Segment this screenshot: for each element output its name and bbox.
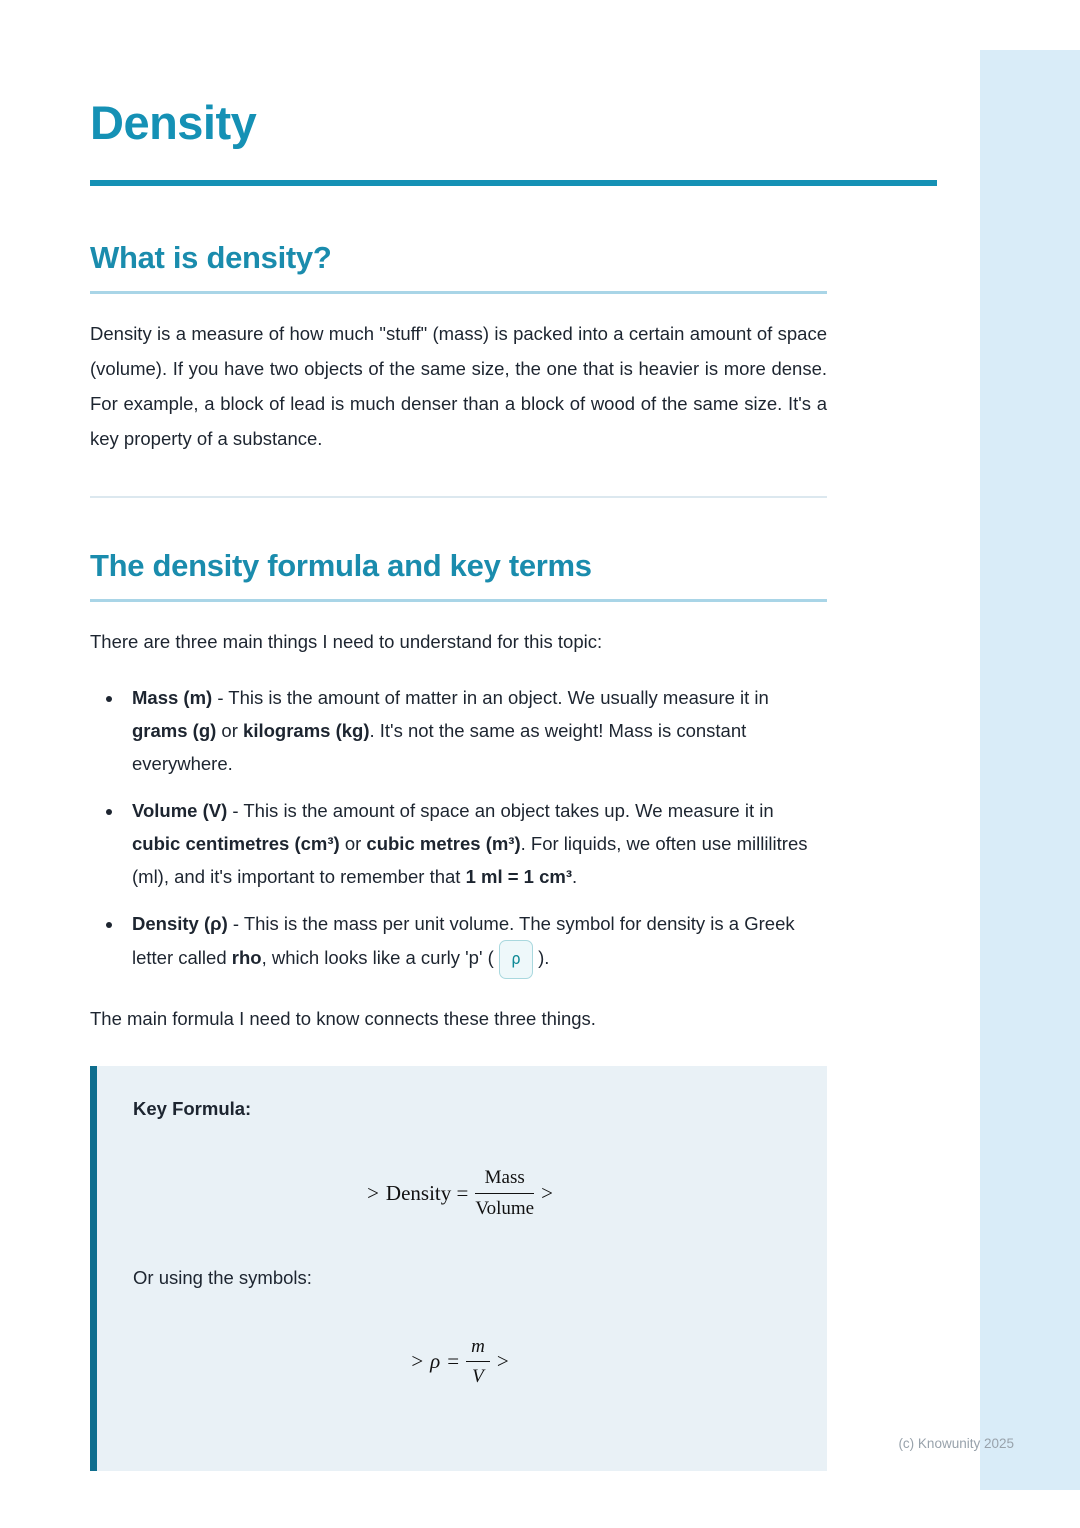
fraction-denominator: Volume bbox=[475, 1197, 535, 1219]
symbols-intro-text: Or using the symbols: bbox=[133, 1266, 312, 1288]
list-item bbox=[124, 794, 827, 893]
section-density-formula bbox=[90, 548, 980, 1471]
formula-lhs: Density = bbox=[385, 1180, 469, 1205]
list-item-text: - This is the amount of matter in an object. We usually measure it in bbox=[212, 687, 769, 708]
key-formula-callout bbox=[90, 1066, 827, 1471]
title-divider bbox=[90, 180, 937, 186]
bold-term: Density (ρ) bbox=[132, 913, 228, 934]
copyright-notice: (c) Knowunity 2025 bbox=[898, 1436, 1014, 1451]
section-what-is-density bbox=[90, 240, 980, 456]
list-item-text: or bbox=[216, 720, 244, 741]
callout-label: Key Formula: bbox=[133, 1098, 252, 1119]
formula-delimiter: > bbox=[411, 1349, 424, 1374]
fraction-mass-over-volume bbox=[475, 1166, 534, 1221]
list-item-text: . bbox=[572, 866, 578, 887]
bold-term: kilograms (kg) bbox=[243, 720, 370, 741]
list-item bbox=[124, 681, 827, 780]
fraction-denominator: V bbox=[472, 1366, 484, 1388]
bold-term: cubic centimetres (cm³) bbox=[132, 833, 340, 854]
bold-term: rho bbox=[231, 947, 262, 968]
section-heading-what-is-density: What is density? bbox=[90, 240, 332, 275]
list-item-text: . It's not the same as weight! Mass is constant everywhere. bbox=[132, 720, 747, 774]
formula-delimiter: > bbox=[541, 1180, 553, 1205]
formula-delimiter: > bbox=[367, 1180, 379, 1205]
section-divider bbox=[90, 496, 827, 498]
bold-term: grams (g) bbox=[132, 720, 217, 741]
page-title: Density bbox=[90, 96, 257, 149]
bold-term: Mass (m) bbox=[132, 687, 213, 708]
formula-delimiter: > bbox=[496, 1349, 509, 1374]
fraction-m-over-v bbox=[466, 1335, 490, 1390]
density-symbol-formula bbox=[133, 1335, 787, 1390]
fraction-numerator: Mass bbox=[475, 1166, 534, 1194]
list-item-text: or bbox=[339, 833, 367, 854]
equals-sign: = bbox=[447, 1349, 460, 1374]
density-word-formula bbox=[133, 1166, 787, 1221]
key-terms-list bbox=[100, 681, 827, 979]
bold-term: Volume (V) bbox=[132, 800, 228, 821]
rho-variable: ρ bbox=[430, 1349, 441, 1374]
density-definition-paragraph: Density is a measure of how much "stuff" (mass) is packed into a certain amount of space (volume). If you have two objects of the same size, the one that is heavier is more dense. For example, a block of lead is much denser than a block of wood of the same size. It's a key property of a substance. bbox=[90, 323, 827, 449]
heading-underline bbox=[90, 599, 827, 602]
heading-underline bbox=[90, 291, 827, 294]
rho-symbol-badge: ρ bbox=[499, 940, 533, 979]
list-item-text: . For liquids, we often use millilitres (ml), and it's important to remember that bbox=[132, 833, 808, 887]
section-heading-density-formula: The density formula and key terms bbox=[90, 548, 592, 583]
bold-term: 1 ml = 1 cm³ bbox=[465, 866, 572, 887]
list-item-text: , which looks like a curly 'p' ( bbox=[261, 947, 499, 968]
list-item-text: ). bbox=[532, 947, 550, 968]
list-item bbox=[124, 907, 827, 979]
bold-term: cubic metres (m³) bbox=[366, 833, 521, 854]
list-item-text: - This is the mass per unit volume. The symbol for density is a Greek letter called bbox=[132, 913, 795, 968]
fraction-numerator: m bbox=[466, 1335, 490, 1363]
scrollbar-track[interactable] bbox=[980, 50, 1080, 1490]
intro-paragraph: There are three main things I need to understand for this topic: bbox=[90, 631, 603, 652]
outro-paragraph: The main formula I need to know connects these three things. bbox=[90, 1008, 596, 1029]
list-item-text: - This is the amount of space an object takes up. We measure it in bbox=[227, 800, 774, 821]
